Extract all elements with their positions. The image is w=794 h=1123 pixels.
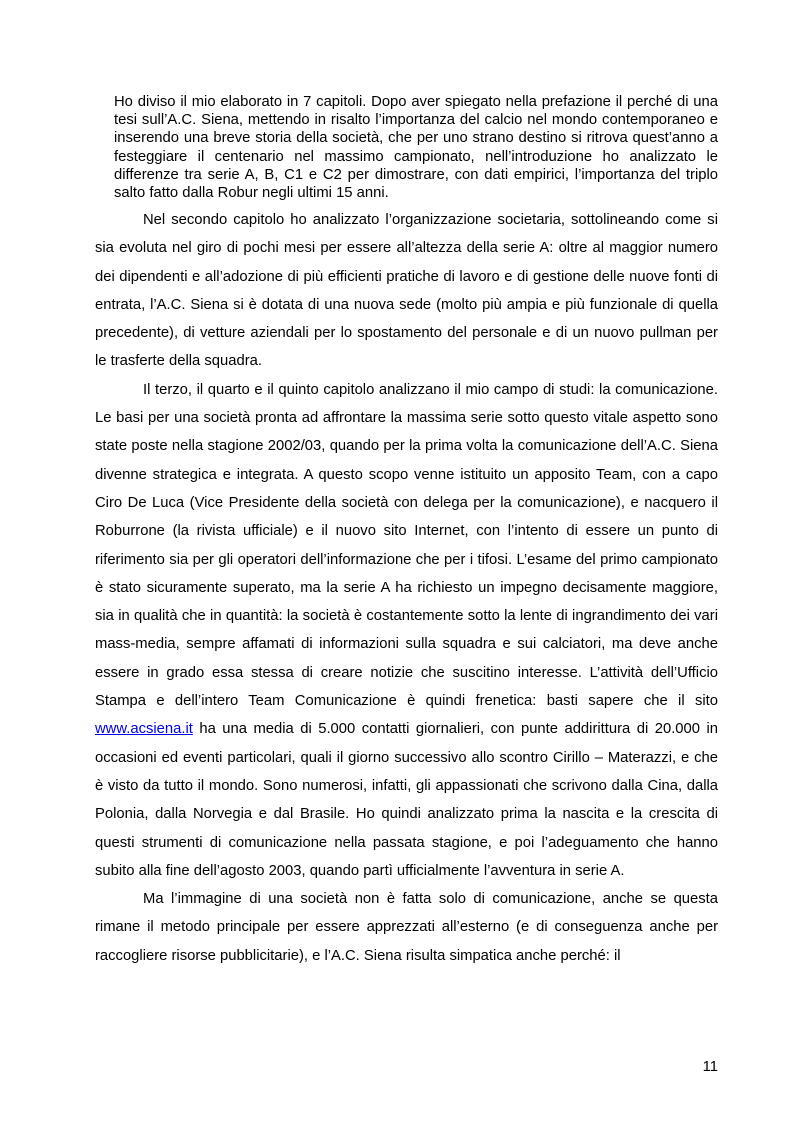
paragraph-image: Ma l’immagine di una società non è fatta solo di comunicazione, anche se questa rimane il metodo principale per essere apprezzati all’esterno (e di conseguenza anche per raccogliere risorse pubblicitarie), e l’A.C. Siena risulta simpatica anche perché: il: [95, 891, 718, 964]
paragraph-communication-text-before-link: Il terzo, il quarto e il quinto capitolo analizzano il mio campo di studi: la comunicazione. Le basi per una società pronta ad affrontare la massima serie sotto questo vitale aspetto sono state poste nella stagione 2002/03, quando per la prima volta la comunicazione dell’A.C. Siena divenne strategica e integrata. A questo scopo venne istituito un apposito Team, con a capo Ciro De Luca (Vice Presidente della società con delega per la comunicazione), e nacquero il Roburrone (la rivista ufficiale) e il nuovo sito Internet, con l’intento di essere un punto di riferimento sia per gli operatori dell’informazione che per i tifosi. L’esame del primo campionato è stato sicuramente superato, ma la serie A ha richiesto un impegno decisamente maggiore, sia in qualità che in quantità: la società è costantemente sotto la lente di ingrandimento dei vari mass-media, sempre affamati di informazioni sulla squadra e sui calciatori, ma deve anche essere in grado essa stessa di creare notizie che suscitino interesse. L’attività dell’Ufficio Stampa e dell’intero Team Comunicazione è quindi frenetica: basti sapere che il sito: [95, 381, 718, 710]
paragraph-communication-text-after-link: ha una media di 5.000 contatti giornalieri, con punte addirittura di 20.000 in occasioni ed eventi particolari, quali il giorno successivo allo scontro Cirillo – Materazzi, e che è visto da tutto il mondo. Sono numerosi, infatti, gli appassionati che scrivono dalla Cina, dalla Polonia, dalla Norvegia e dal Brasile. Ho quindi analizzato prima la nascita e la crescita di questi strumenti di comunicazione nella passata stagione, e poi l’adeguamento che hanno subito alla fine dell’agosto 2003, quando partì ufficialmente l’avventura in serie A.: [95, 721, 718, 879]
acsiena-website-link[interactable]: www.acsiena.it: [95, 721, 193, 738]
body-text: [95, 206, 718, 970]
paragraph-communication: [95, 376, 718, 885]
page-number: 11: [702, 1059, 718, 1075]
intro-indented-paragraph: Ho diviso il mio elaborato in 7 capitoli. Dopo aver spiegato nella prefazione il perché di una tesi sull’A.C. Siena, mettendo in risalto l’importanza del calcio nel mondo contemporaneo e inserendo una breve storia della società, che per uno strano destino si ritrova quest’anno a festeggiare il centenario nel massimo campionato, nell’introduzione ho analizzato le differenze tra serie A, B, C1 e C2 per dimostrare, con dati empirici, l’importanza del triplo salto fatto dalla Robur negli ultimi 15 anni.: [114, 94, 718, 202]
paragraph-organization: Nel secondo capitolo ho analizzato l’organizzazione societaria, sottolineando come si sia evoluta nel giro di pochi mesi per essere all’altezza della serie A: oltre al maggior numero dei dipendenti e all’adozione di più efficienti pratiche di lavoro e di gestione delle nuove fonti di entrata, l’A.C. Siena si è dotata di una nuova sede (molto più ampia e più funzionale di quella precedente), di vetture aziendali per lo spostamento del personale e di un nuovo pullman per le trasferte della squadra.: [95, 212, 718, 370]
